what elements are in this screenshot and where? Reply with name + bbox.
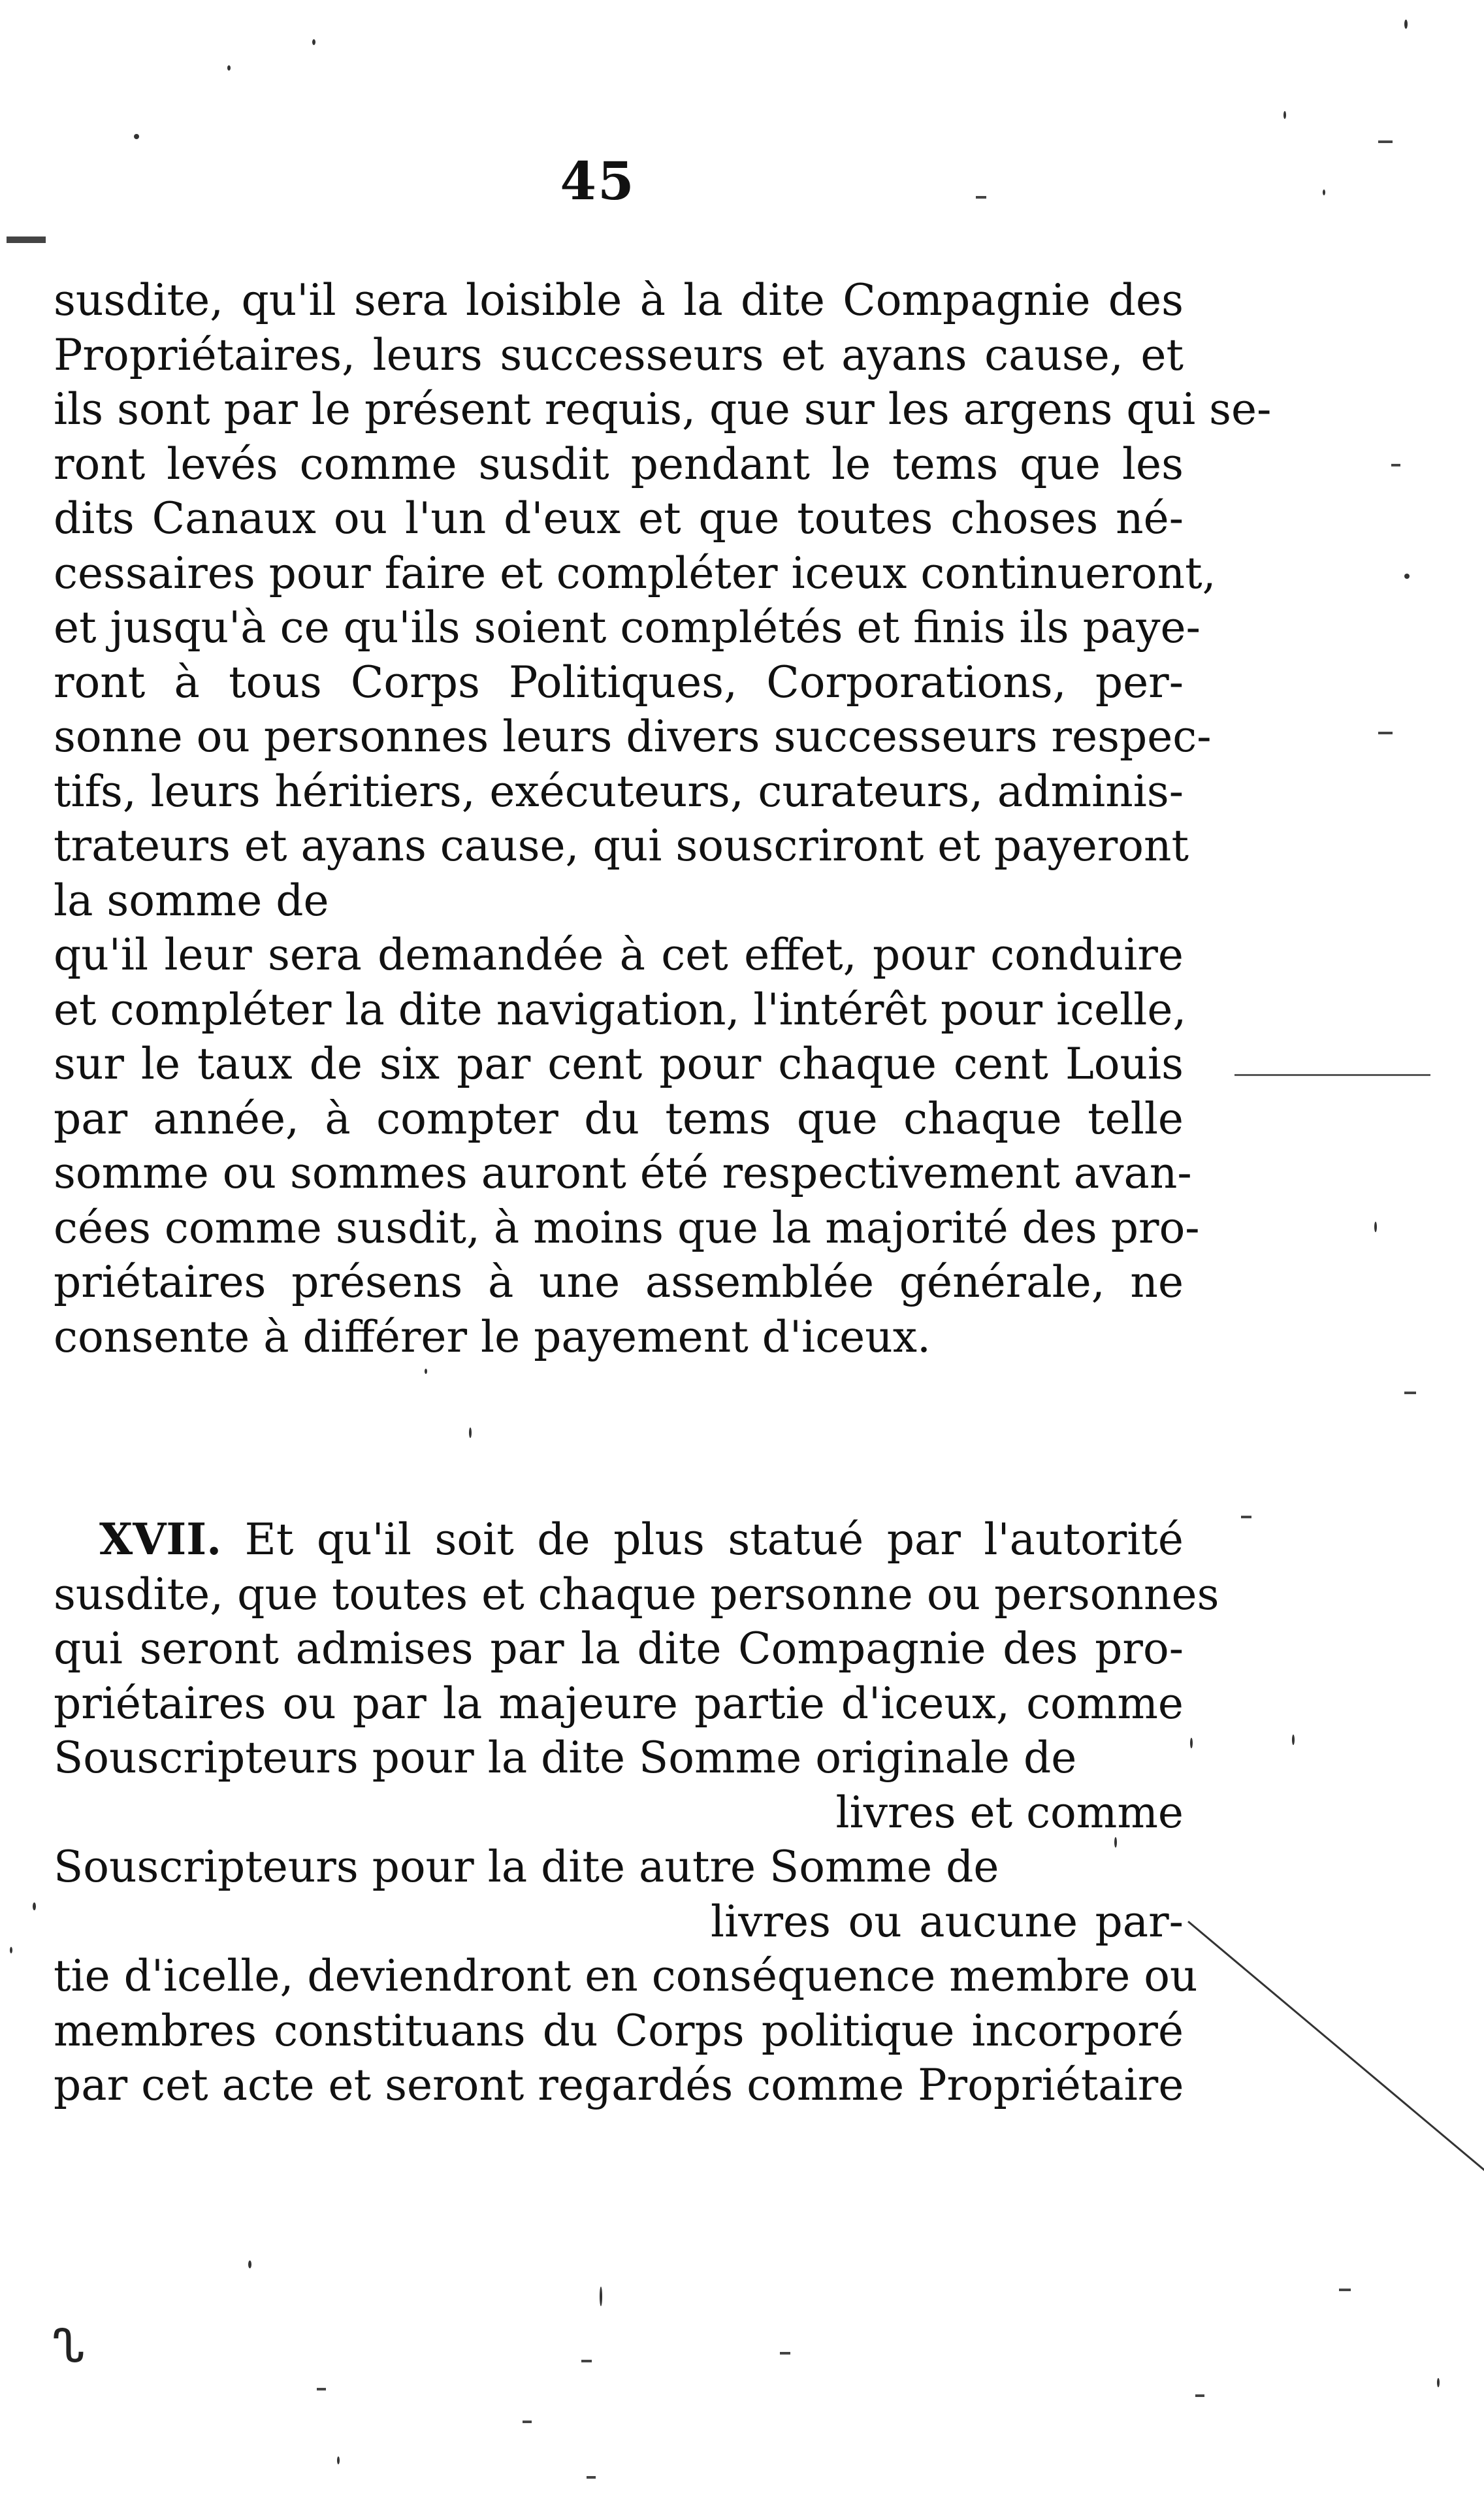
text-line: membres constituans du Corps politique incorporé bbox=[54, 2005, 1184, 2056]
text-line: sonne ou personnes leurs divers successeurs respec- bbox=[54, 711, 1212, 762]
text-line: consente à différer le payement d'iceux. bbox=[54, 1311, 931, 1362]
scan-speck bbox=[1190, 1738, 1193, 1748]
scan-speck bbox=[1114, 1837, 1117, 1848]
scan-mark bbox=[1195, 2394, 1204, 2397]
text-line: susdite, qu'il sera loisible à la dite Compagnie des bbox=[54, 275, 1184, 325]
paragraph-2 bbox=[54, 1512, 1219, 2113]
scan-speck bbox=[600, 2287, 602, 2306]
scan-mark bbox=[1378, 140, 1393, 143]
text-line: cées comme susdit, à moins que la majorité des pro- bbox=[54, 1202, 1200, 1253]
article-number: XVII. bbox=[99, 1514, 222, 1565]
paragraph-1 bbox=[54, 273, 1272, 1364]
page-number: 45 bbox=[560, 150, 636, 212]
margin-rule bbox=[1234, 1074, 1430, 1076]
scan-mark bbox=[1378, 732, 1393, 734]
text-line: qui seront admises par la dite Compagnie des pro- bbox=[54, 1623, 1184, 1674]
scan-mark bbox=[976, 196, 986, 199]
scan-speck bbox=[425, 1369, 427, 1374]
scan-speck bbox=[134, 134, 139, 139]
text-line: trateurs et ayans cause, qui souscriront et payeront bbox=[54, 821, 1189, 871]
scan-mark bbox=[1339, 2289, 1351, 2291]
text-line: et jusqu'à ce qu'ils soient complétés et finis ils paye- bbox=[54, 602, 1201, 653]
text-line: Souscripteurs pour la dite autre Somme de bbox=[54, 1842, 999, 1892]
text-line: Propriétaires, leurs successeurs et ayans cause, et bbox=[54, 329, 1184, 380]
text-line: priétaires présens à une assemblée générale, ne bbox=[54, 1257, 1184, 1307]
text-line: qu'il leur sera demandée à cet effet, pour conduire bbox=[54, 930, 1184, 980]
text-line: tie d'icelle, deviendront en conséquence membre ou bbox=[54, 1951, 1198, 2001]
scan-mark bbox=[1404, 1392, 1416, 1394]
article-first-line bbox=[54, 1512, 1184, 1567]
text-line: la somme de bbox=[54, 875, 329, 926]
scan-mark bbox=[780, 2352, 790, 2355]
scan-speck bbox=[10, 1947, 12, 1953]
scan-speck bbox=[1283, 111, 1286, 119]
text-line: tifs, leurs héritiers, exécuteurs, curateurs, adminis- bbox=[54, 766, 1184, 817]
text-line: ils sont par le présent requis, que sur les argens qui se- bbox=[54, 384, 1272, 434]
scan-speck bbox=[1323, 189, 1325, 195]
scan-mark bbox=[587, 2476, 596, 2479]
text-line: par cet acte et seront regardés comme Propriétaire bbox=[54, 2060, 1184, 2110]
text-line: dits Canaux ou l'un d'eux et que toutes choses né- bbox=[54, 493, 1184, 544]
scan-mark bbox=[1391, 464, 1400, 466]
text-line: somme ou sommes auront été respectivement avan- bbox=[54, 1148, 1192, 1198]
scan-mark bbox=[1241, 1516, 1251, 1518]
scan-speck bbox=[33, 1902, 36, 1910]
scan-speck bbox=[248, 2260, 251, 2268]
scan-speck bbox=[1437, 2378, 1440, 2387]
article-first-line-text: Et qu'il soit de plus statué par l'autorité bbox=[244, 1514, 1184, 1565]
text-line: susdite, que toutes et chaque personne ou personnes bbox=[54, 1569, 1219, 1620]
scan-diagonal-line bbox=[1187, 1921, 1484, 2174]
text-line: par année, à compter du tems que chaque telle bbox=[54, 1093, 1184, 1144]
scan-speck bbox=[1404, 20, 1408, 29]
scan-mark bbox=[581, 2360, 592, 2362]
text-line: cessaires pour faire et compléter iceux continueront, bbox=[54, 547, 1216, 598]
scan-speck bbox=[1292, 1735, 1295, 1745]
scan-speck bbox=[337, 2456, 340, 2464]
text-line: priétaires ou par la majeure partie d'iceux, comme bbox=[54, 1678, 1184, 1729]
scan-mark bbox=[523, 2421, 532, 2423]
text-line: livres ou aucune par- bbox=[711, 1896, 1184, 1947]
text-line: livres et comme bbox=[835, 1787, 1184, 1838]
text-line: ront levés comme susdit pendant le tems que les bbox=[54, 438, 1184, 489]
text-line: et compléter la dite navigation, l'intérêt pour icelle, bbox=[54, 984, 1187, 1035]
scan-speck bbox=[1404, 574, 1410, 579]
scan-glyph-mark: ᔐ bbox=[52, 2319, 85, 2373]
scan-mark bbox=[317, 2388, 326, 2390]
scan-mark bbox=[7, 236, 46, 243]
scan-speck bbox=[227, 65, 231, 71]
text-line: ront à tous Corps Politiques, Corporations, per- bbox=[54, 657, 1184, 708]
scan-speck bbox=[1374, 1222, 1377, 1232]
scan-speck bbox=[312, 39, 315, 45]
text-line: Souscripteurs pour la dite Somme originale de bbox=[54, 1733, 1077, 1783]
text-line: sur le taux de six par cent pour chaque cent Louis bbox=[54, 1039, 1184, 1089]
scan-speck bbox=[469, 1427, 472, 1438]
